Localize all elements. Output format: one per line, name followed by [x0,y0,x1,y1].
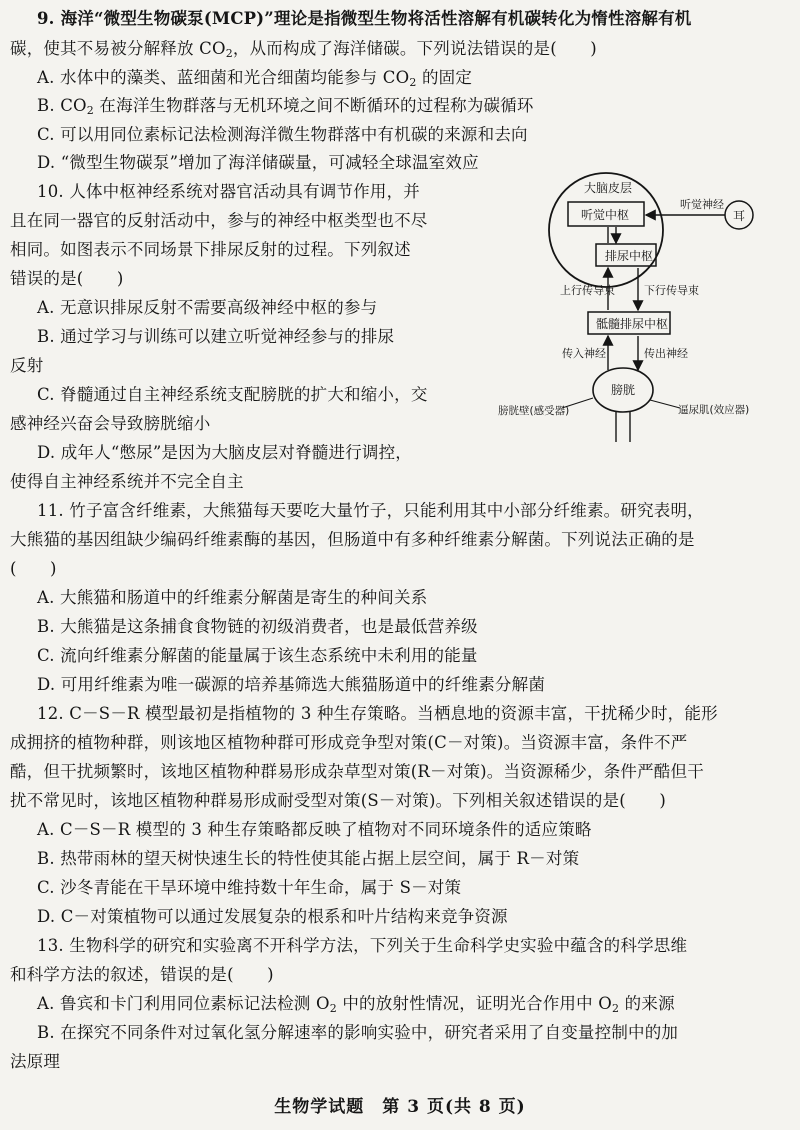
q13-option-a: A. 鲁宾和卡门利用同位素标记法检测 $O_2$ 中的放射性情况，证明光合作用中 $O_2$ 的来源 [37,994,675,1015]
q11-stem-line-2: 大熊猫的基因组缺少编码纤维素酶的基因，但肠道中有多种纤维素分解菌。下列说法正确的是 [10,530,695,549]
q11-option-a: A. 大熊猫和肠道中的纤维素分解菌是寄生的种间关系 [37,588,428,607]
q13-stem-line-2: 和科学方法的叙述，错误的是( ) [10,965,274,984]
q12-option-d: D. C－对策植物可以通过发展复杂的根系和叶片结构来竞争资源 [37,907,508,926]
auditory-center-label: 听觉中枢 [581,208,630,222]
q10-option-d-cont: 使得自主神经系统并不完全自主 [10,472,244,491]
q9-option-b: B. $CO_2$ 在海洋生物群落与无机环境之间不断循环的过程称为碳循环 [37,96,534,117]
q12-stem-line-2: 成拥挤的植物种群，则该地区植物种群可形成竞争型对策(C－对策)。当资源丰富，条件不严 [10,733,688,752]
q10-option-c: C. 脊髓通过自主神经系统支配膀胱的扩大和缩小，交 [37,385,428,404]
q12-stem-line-4: 扰不常见时，该地区植物种群易形成耐受型对策(S－对策)。下列相关叙述错误的是( ) [10,791,666,810]
q12-option-c: C. 沙冬青能在干旱环境中维持数十年生命，属于 S－对策 [37,878,462,897]
ascending-tract-label: 上行传导束 [560,284,615,297]
q12-option-a: A. C－S－R 模型的 3 种生存策略都反映了植物对不同环境条件的适应策略 [37,820,592,839]
q10-option-b: B. 通过学习与训练可以建立听觉神经参与的排尿 [37,327,395,346]
cortex-label: 大脑皮层 [584,181,633,195]
sacral-center-label: 骶髓排尿中枢 [596,317,669,331]
page-footer: 生物学试题 第 3 页(共 8 页) [274,1097,526,1117]
urination-reflex-diagram [490,172,762,450]
q10-option-c-cont: 感神经兴奋会导致膀胱缩小 [10,414,211,433]
bladder-wall-label: 膀胱壁(感受器) [498,405,570,417]
q9-option-c: C. 可以用同位素标记法检测海洋微生物群落中有机碳的来源和去向 [37,125,528,144]
q10-stem-line-1: 10. 人体中枢神经系统对器官活动具有调节作用，并 [37,182,420,201]
q11-option-b: B. 大熊猫是这条捕食食物链的初级消费者，也是最低营养级 [37,617,478,636]
q12-stem-line-3: 酷，但干扰频繁时，该地区植物种群易形成杂草型对策(R－对策)。当资源稀少，条件严酷但干 [10,762,704,781]
q9-stem-line-2: 碳，使其不易被分解释放 $CO_2$，从而构成了海洋储碳。下列说法错误的是( ) [10,39,597,60]
q12-option-b: B. 热带雨林的望天树快速生长的特性使其能占据上层空间，属于 R－对策 [37,849,580,868]
q9-stem-line-1: 9. 海洋“微型生物碳泵(MCP)”理论是指微型生物将活性溶解有机碳转化为惰性溶解有机 [37,9,692,28]
q10-stem-line-4: 错误的是( ) [10,269,124,288]
urination-center-label: 排尿中枢 [605,249,654,263]
q9-option-d: D. “微型生物碳泵”增加了海洋储碳量，可减轻全球温室效应 [37,153,479,172]
efferent-nerve-label: 传出神经 [644,347,688,360]
q11-stem-line-3: ( ) [10,559,57,578]
q10-option-a: A. 无意识排尿反射不需要高级神经中枢的参与 [37,298,378,317]
q12-stem-line-1: 12. C－S－R 模型最初是指植物的 3 种生存策略。当栖息地的资源丰富，干扰稀少时，能形 [37,704,718,723]
bladder-label: 膀胱 [611,383,636,397]
ear-label: 耳 [733,209,746,223]
q13-stem-line-1: 13. 生物科学的研究和实验离不开科学方法，下列关于生命科学史实验中蕴含的科学思维 [37,936,688,955]
afferent-nerve-label: 传入神经 [562,347,606,360]
q10-stem-line-3: 相同。如图表示不同场景下排尿反射的过程。下列叙述 [10,240,411,259]
q11-option-d: D. 可用纤维素为唯一碳源的培养基筛选大熊猫肠道中的纤维素分解菌 [37,675,546,694]
sphincter-label: 逼尿肌(效应器) [678,404,750,416]
q13-option-b-cont: 法原理 [10,1052,61,1071]
q9-option-a: A. 水体中的藻类、蓝细菌和光合细菌均能参与 $CO_2$ 的固定 [37,68,473,89]
q11-stem-line-1: 11. 竹子富含纤维素，大熊猫每天要吃大量竹子，只能利用其中小部分纤维素。研究表明， [37,501,704,520]
auditory-nerve-label: 听觉神经 [680,198,724,211]
q11-option-c: C. 流向纤维素分解菌的能量属于该生态系统中未利用的能量 [37,646,478,665]
q10-option-b-cont: 反射 [10,356,44,375]
descending-tract-label: 下行传导束 [644,284,699,297]
q10-stem-line-2: 且在同一器官的反射活动中，参与的神经中枢类型也不尽 [10,211,428,230]
q13-option-b: B. 在探究不同条件对过氧化氢分解速率的影响实验中，研究者采用了自变量控制中的加 [37,1023,679,1042]
q10-option-d: D. 成年人“憋尿”是因为大脑皮层对脊髓进行调控， [37,443,413,462]
